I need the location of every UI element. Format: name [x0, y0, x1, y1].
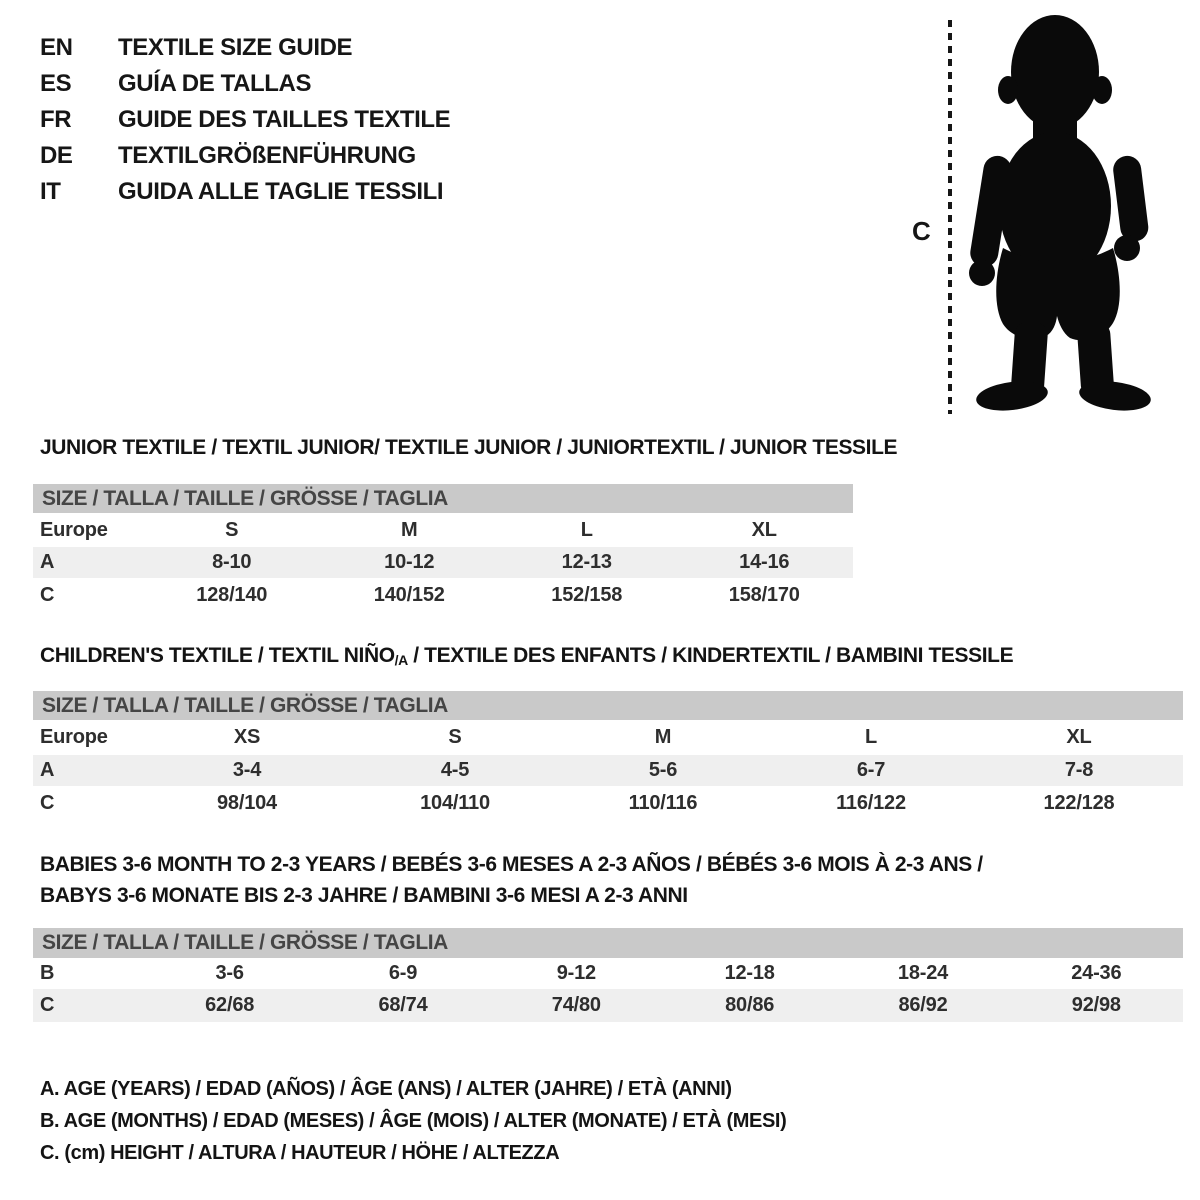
- table-cell: 24-36: [1071, 962, 1122, 984]
- table-cell: 104/110: [420, 791, 490, 814]
- table-cell: 68/74: [378, 994, 428, 1016]
- junior-size-table: [33, 513, 853, 612]
- language-row-it: [40, 174, 450, 210]
- table-cell: 6-7: [856, 759, 886, 781]
- children-europe-row: [33, 720, 1183, 755]
- children-size-table: [33, 720, 1183, 820]
- language-title: GUIDA ALLE TAGLIE TESSILI: [118, 178, 444, 205]
- language-code: FR: [40, 106, 72, 133]
- children-age-row: [33, 755, 1183, 786]
- children-height-row: [33, 786, 1183, 820]
- table-cell: 12-18: [724, 962, 775, 984]
- language-code: ES: [40, 70, 72, 97]
- junior-height-row: [33, 578, 853, 612]
- babies-size-table: [33, 958, 1183, 1022]
- table-cell: 74/80: [551, 994, 601, 1016]
- height-measure-dashed-line: [948, 20, 952, 414]
- table-cell: 6-9: [388, 962, 418, 984]
- column-header: M: [401, 518, 418, 541]
- babies-size-header-bar: SIZE / TALLA / TAILLE / GRÖSSE / TAGLIA: [33, 928, 1183, 958]
- column-header: M: [654, 726, 672, 748]
- column-header: XS: [233, 726, 261, 748]
- babies-section-title-line1: BABIES 3-6 MONTH TO 2-3 YEARS / BEBÉS 3-6 MESES A 2-3 AÑOS / BÉBÉS 3-6 MOIS À 2-3 ANS /: [40, 853, 983, 876]
- junior-europe-row: [33, 513, 853, 547]
- column-header: S: [225, 518, 239, 541]
- row-label: C: [40, 583, 55, 606]
- language-row-fr: [40, 102, 450, 138]
- table-cell: 152/158: [551, 583, 623, 606]
- table-cell: 128/140: [196, 583, 268, 606]
- language-list: [40, 30, 450, 210]
- column-header: L: [864, 726, 878, 748]
- table-cell: 116/122: [836, 791, 906, 814]
- babies-months-row: [33, 958, 1183, 989]
- table-cell: 9-12: [556, 962, 596, 984]
- table-cell: 14-16: [739, 551, 790, 573]
- language-row-en: [40, 30, 450, 66]
- table-cell: 122/128: [1043, 791, 1115, 814]
- table-cell: 8-10: [212, 551, 252, 573]
- children-title-suffix: / TEXTILE DES ENFANTS / KINDERTEXTIL / BAMBINI TESSILE: [407, 644, 1014, 667]
- row-label: C: [40, 791, 55, 814]
- table-cell: 158/170: [728, 583, 800, 606]
- row-label: C: [40, 994, 55, 1016]
- language-title: TEXTILE SIZE GUIDE: [118, 34, 353, 61]
- language-code: DE: [40, 142, 73, 169]
- column-header: S: [448, 726, 462, 748]
- table-cell: 98/104: [217, 791, 277, 814]
- table-cell: 110/116: [628, 791, 698, 814]
- language-code: IT: [40, 178, 61, 205]
- table-cell: 10-12: [384, 551, 435, 573]
- row-label: A: [40, 551, 55, 573]
- babies-height-row: [33, 989, 1183, 1022]
- children-size-header-bar: SIZE / TALLA / TAILLE / GRÖSSE / TAGLIA: [33, 691, 1183, 720]
- table-cell: 80/86: [725, 994, 775, 1016]
- legend-age-years: A. AGE (YEARS) / EDAD (AÑOS) / ÂGE (ANS) / ALTER (JAHRE) / ETÀ (ANNI): [40, 1078, 732, 1100]
- column-header: Europe: [40, 518, 108, 541]
- table-cell: 7-8: [1064, 759, 1094, 781]
- language-title: GUIDE DES TAILLES TEXTILE: [118, 106, 451, 133]
- junior-age-row: [33, 547, 853, 578]
- table-cell: 12-13: [561, 551, 612, 573]
- table-cell: 86/92: [898, 994, 948, 1016]
- column-header: Europe: [40, 726, 108, 748]
- table-cell: 3-6: [215, 962, 244, 984]
- column-header: XL: [1066, 726, 1092, 748]
- table-cell: 92/98: [1071, 994, 1121, 1016]
- language-row-es: [40, 66, 450, 102]
- row-label: B: [40, 962, 55, 984]
- children-section-title: [40, 644, 1013, 668]
- table-cell: 62/68: [205, 994, 255, 1016]
- table-cell: 140/152: [373, 583, 445, 606]
- height-measure-label: C: [912, 216, 931, 246]
- table-cell: 3-4: [232, 759, 262, 781]
- column-header: L: [580, 518, 593, 541]
- junior-section-title: JUNIOR TEXTILE / TEXTIL JUNIOR/ TEXTILE JUNIOR / JUNIORTEXTIL / JUNIOR TESSILE: [40, 436, 898, 459]
- children-title-sub: /A: [394, 652, 408, 668]
- children-title-prefix: CHILDREN'S TEXTILE / TEXTIL NIÑO: [40, 644, 395, 667]
- baby-silhouette-icon: [955, 10, 1170, 418]
- table-cell: 5-6: [648, 759, 678, 781]
- language-title: TEXTILGRÖßENFÜHRUNG: [118, 142, 416, 169]
- row-label: A: [40, 759, 55, 781]
- language-row-de: [40, 138, 450, 174]
- table-cell: 4-5: [440, 759, 470, 781]
- legend-age-months: B. AGE (MONTHS) / EDAD (MESES) / ÂGE (MOIS) / ALTER (MONATE) / ETÀ (MESI): [40, 1110, 787, 1132]
- junior-size-header-bar: SIZE / TALLA / TAILLE / GRÖSSE / TAGLIA: [33, 484, 853, 513]
- language-title: GUÍA DE TALLAS: [118, 70, 312, 97]
- legend-height-cm: C. (cm) HEIGHT / ALTURA / HAUTEUR / HÖHE / ALTEZZA: [40, 1142, 560, 1164]
- babies-section-title-line2: BABYS 3-6 MONATE BIS 2-3 JAHRE / BAMBINI 3-6 MESI A 2-3 ANNI: [40, 884, 688, 907]
- table-cell: 18-24: [897, 962, 949, 984]
- language-code: EN: [40, 34, 73, 61]
- column-header: XL: [751, 518, 777, 541]
